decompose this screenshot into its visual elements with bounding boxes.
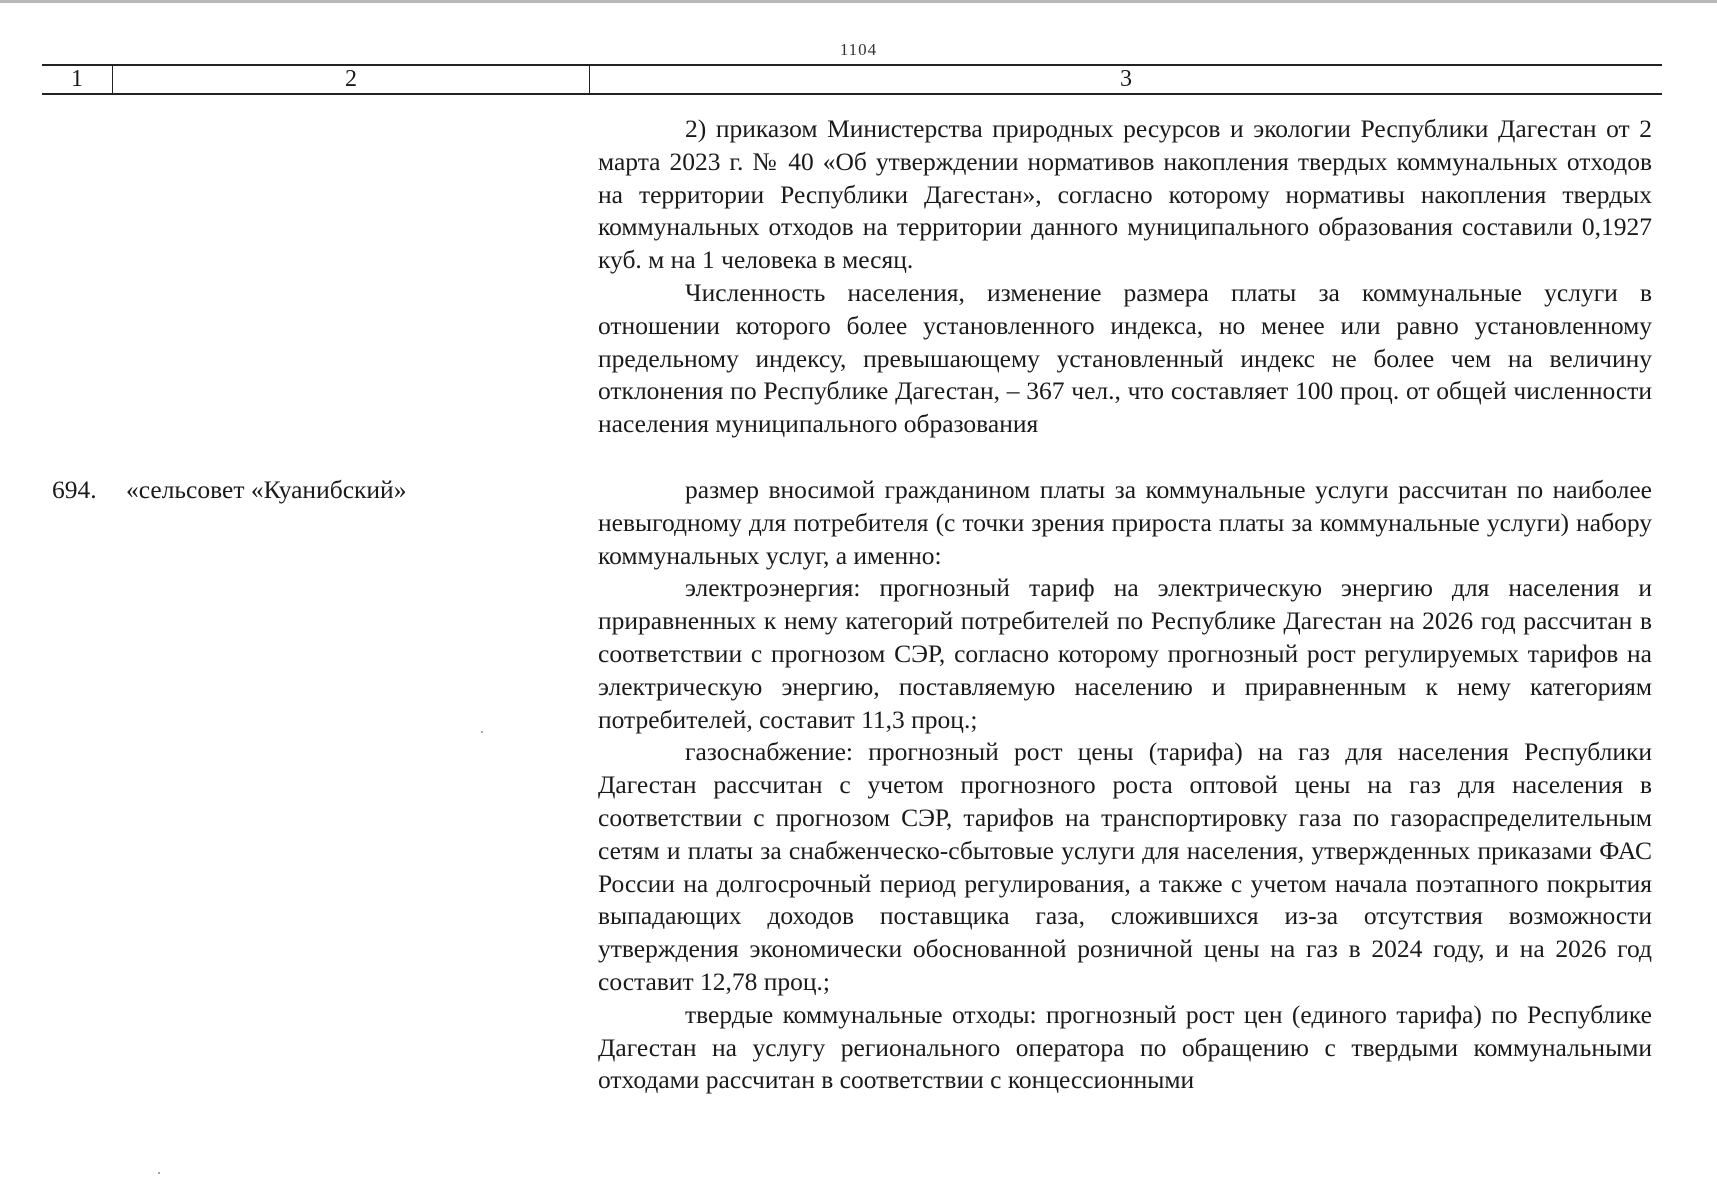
- table-header-col-3: 3: [589, 66, 1662, 93]
- entry-paragraph-2: электроэнергия: прогнозный тариф на электрическую энергию для населения и приравненных к нему категорий потребителей по Республике Дагестан на 2026 год рассчитан в соответствии с прогнозом СЭР, согласно которому прогнозный рост регулируемых тарифов на электрическую энергию, поставляемую населению и приравненным к нему категориям потребителей, составит 11,3 проц.;: [598, 573, 1652, 734]
- entry-description: [598, 474, 1652, 1097]
- table-header-row: [42, 64, 1662, 95]
- continuation-paragraph-1: 2) приказом Министерства природных ресурсов и экологии Республики Дагестан от 2 марта 2023 г. № 40 «Об утверждении нормативов накопления твердых коммунальных отходов на территории Республики Дагестан», согласно которому нормативы накопления твердых коммунальных отходов на территории данного муниципального образования составили 0,1927 куб. м на 1 человека в месяц.: [598, 114, 1652, 275]
- entry-number: 694.: [52, 475, 97, 504]
- scan-speck: [158, 1172, 160, 1174]
- entry-paragraph-1: размер вносимой гражданином платы за коммунальные услуги рассчитан по наиболее невыгодному для потребителя (с точки зрения прироста платы за коммунальные услуги) набору коммунальных услуг, а именно:: [598, 475, 1652, 570]
- page-number: 1104: [839, 40, 878, 59]
- continuation-paragraph-2: Численность населения, изменение размера платы за коммунальные услуги в отношении которого более установленного индекса, но менее или равно установленному предельному индексу, превышающему установленный индекс не более чем на величину отклонения по Республике Дагестан, – 367 чел., что составляет 100 проц. от общей численности населения муниципального образования: [598, 277, 1652, 439]
- page-top-edge: [0, 0, 1717, 3]
- entry-paragraph-3: газоснабжение: прогнозный рост цены (тарифа) на газ для населения Республики Дагестан рассчитан с учетом прогнозного роста оптовой цены на газ для населения в соответствии с прогнозом СЭР, тарифов на транспортировку газа по газораспределительным сетям и платы за снабженческо-сбытовые услуги для населения, утвержденных приказами ФАС России на долгосрочный период регулирования, а также с учетом начала поэтапного покрытия выпадающих доходов поставщика газа, сложившихся из-за отсутствия возможности утверждения экономически обоснованной розничной цены на газ в 2024 году, и на 2026 год составит 12,78 проц.;: [598, 737, 1652, 996]
- continuation-text: [598, 113, 1652, 441]
- entry-municipality-name: «сельсовет «Куанибский»: [126, 475, 407, 504]
- entry-paragraph-4: твердые коммунальные отходы: прогнозный рост цен (единого тарифа) по Республике Дагестан на услугу регионального оператора по обращению с твердыми коммунальными отходами рассчитан в соответствии с концессионными: [598, 999, 1652, 1095]
- table-header-col-2: 2: [112, 66, 589, 93]
- table-header-col-1: 1: [71, 66, 83, 92]
- scan-speck: [481, 731, 483, 733]
